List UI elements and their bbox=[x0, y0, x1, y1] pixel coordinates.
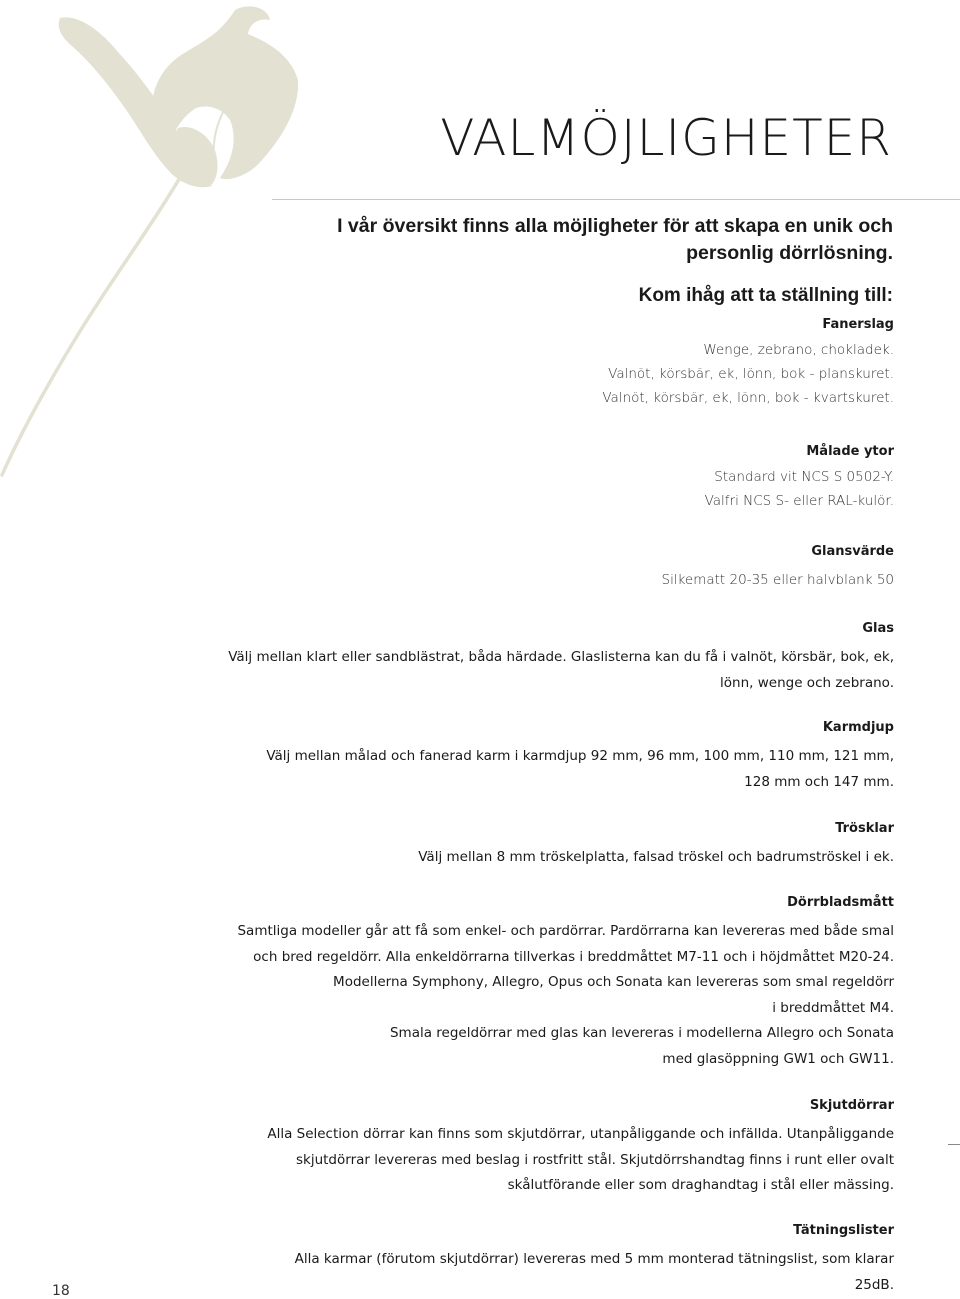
section-line: 25dB. bbox=[854, 1276, 894, 1293]
section-fanerslag bbox=[602, 317, 894, 410]
page-title: VALMÖJLIGHETER bbox=[440, 109, 892, 167]
section-line: Valnöt, körsbär, ek, lönn, bok - kvartskuret. bbox=[602, 390, 894, 406]
section-heading: Skjutdörrar bbox=[809, 1098, 894, 1113]
intro-line: personlig dörrlösning. bbox=[686, 242, 893, 264]
section-line: Valnöt, körsbär, ek, lönn, bok - planskuret. bbox=[608, 366, 894, 382]
section-line: skålutförande eller som draghandtag i stål eller mässing. bbox=[507, 1177, 894, 1194]
section-line: Alla Selection dörrar kan finns som skjutdörrar, utanpåliggande och infällda. Utanpåliggande bbox=[267, 1126, 894, 1142]
section-heading: Fanerslag bbox=[822, 317, 894, 332]
section-line: Välj mellan målad och fanerad karm i karmdjup 92 mm, 96 mm, 100 mm, 110 mm, 121 mm, bbox=[266, 748, 894, 764]
section-heading: Trösklar bbox=[835, 821, 894, 836]
section-line: lönn, wenge och zebrano. bbox=[720, 674, 894, 691]
reminder-heading: Kom ihåg att ta ställning till: bbox=[638, 285, 893, 306]
section-dorrbladsmatt bbox=[237, 895, 894, 1073]
section-heading: Glas bbox=[862, 621, 894, 636]
section-line: Valfri NCS S- eller RAL-kulör. bbox=[704, 493, 894, 509]
section-heading: Dörrbladsmått bbox=[787, 895, 894, 910]
section-line: och bred regeldörr. Alla enkeldörrarna tillverkas i breddmåttet M7-11 och i höjdmåttet M20-24. bbox=[253, 948, 894, 965]
section-line: Wenge, zebrano, chokladek. bbox=[703, 342, 894, 358]
section-glas bbox=[228, 621, 894, 696]
section-line: i breddmåttet M4. bbox=[772, 999, 894, 1016]
section-heading: Glansvärde bbox=[811, 544, 894, 559]
section-tatningslister bbox=[295, 1223, 894, 1298]
section-heading: Tätningslister bbox=[793, 1223, 894, 1238]
section-line: Välj mellan klart eller sandblästrat, båda härdade. Glaslisterna kan du få i valnöt, körsbär, bok, ek, bbox=[228, 649, 894, 665]
title-divider bbox=[272, 199, 960, 200]
section-line: Standard vit NCS S 0502-Y. bbox=[714, 469, 894, 485]
section-line: 128 mm och 147 mm. bbox=[744, 773, 894, 790]
section-line: med glasöppning GW1 och GW11. bbox=[662, 1050, 894, 1067]
section-line: Välj mellan 8 mm tröskelplatta, falsad tröskel och badrumströskel i ek. bbox=[418, 849, 894, 865]
intro-text bbox=[253, 213, 893, 267]
section-skjutdorrar bbox=[267, 1098, 894, 1199]
section-malade-ytor bbox=[705, 444, 894, 513]
section-trosklar bbox=[418, 821, 894, 871]
section-glansvarde bbox=[662, 544, 895, 592]
section-line: Smala regeldörrar med glas kan levereras i modellerna Allegro och Sonata bbox=[389, 1025, 894, 1042]
section-heading: Målade ytor bbox=[806, 444, 894, 459]
margin-tick-mark bbox=[948, 1144, 960, 1145]
section-karmdjup bbox=[266, 720, 894, 795]
page-number: 18 bbox=[52, 1283, 70, 1299]
section-line: Alla karmar (förutom skjutdörrar) levereras med 5 mm monterad tätningslist, som klarar bbox=[294, 1251, 894, 1267]
section-line: skjutdörrar levereras med beslag i rostfritt stål. Skjutdörrshandtag finns i runt eller ovalt bbox=[295, 1151, 894, 1168]
section-heading: Karmdjup bbox=[822, 720, 894, 735]
section-line: Silkematt 20-35 eller halvblank 50 bbox=[661, 572, 894, 588]
section-line: Samtliga modeller går att få som enkel- och pardörrar. Pardörrarna kan levereras med både smal bbox=[237, 923, 894, 939]
section-line: Modellerna Symphony, Allegro, Opus och Sonata kan levereras som smal regeldörr bbox=[333, 974, 894, 991]
intro-line: I vår översikt finns alla möjligheter för att skapa en unik och bbox=[337, 215, 893, 237]
